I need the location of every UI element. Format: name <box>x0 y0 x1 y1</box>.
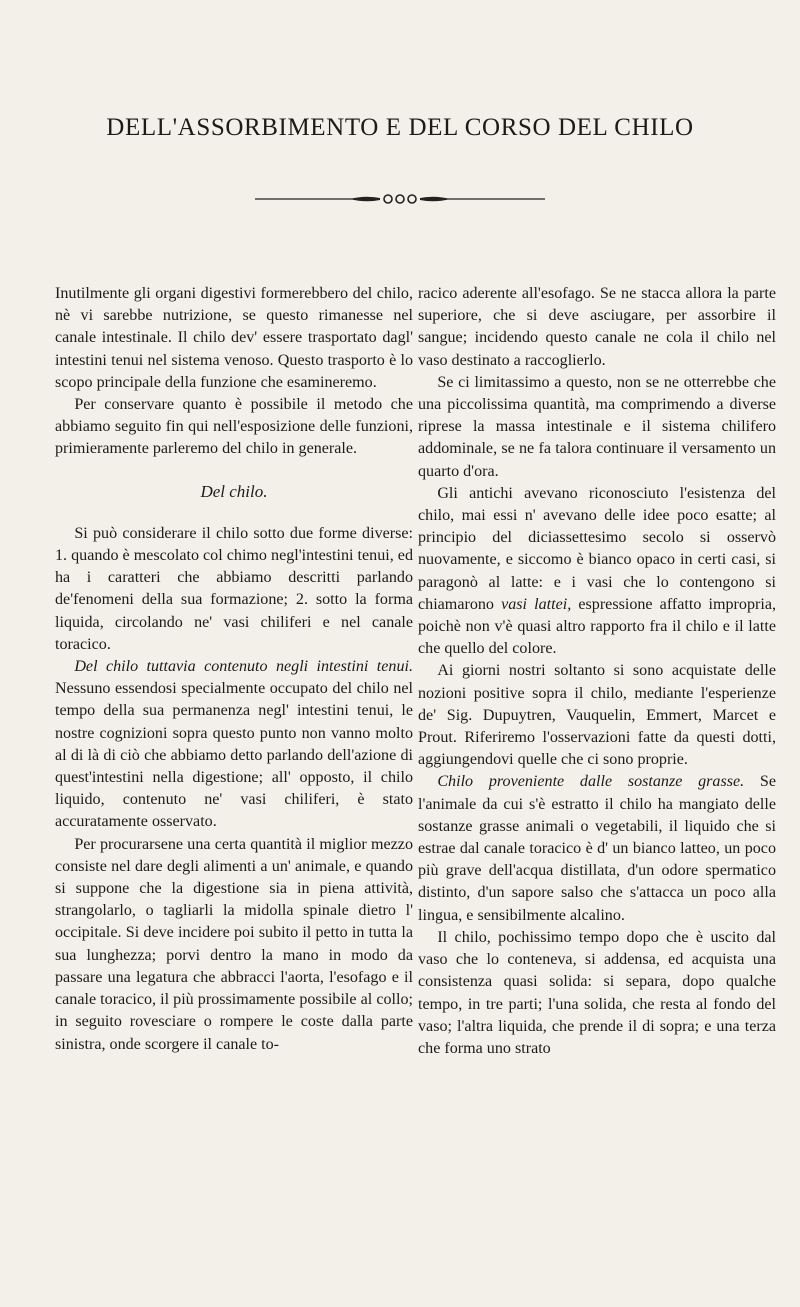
paragraph: Ai giorni nostri soltanto si sono acquistate delle nozioni positive sopra il chilo, mediante l'esperienze de' Sig. Dupuytren, Vauquelin, Emmert, Marcet e Prout. Riferiremo l'osservazioni fatte da questi dotti, aggiungendovi quelle che ci sono proprie. <box>418 662 776 769</box>
right-column <box>418 283 776 1060</box>
paragraph <box>55 656 413 834</box>
paragraph <box>418 483 776 661</box>
paragraph-text: espressione affatto impropria, poichè non v'è quasi altro rapporto fra il chilo e il latte che quello del colore. <box>418 595 776 658</box>
paragraph: Si può considerare il chilo sotto due forme diverse: 1. quando è mescolato col chimo negl'intestini tenui, ed ha i caratteri che abbiamo descritti parlando de'fenomeni della sua formazione; 2. sotto la forma liquida, circolando ne' vasi chiliferi e nel canale toracico. <box>55 524 413 653</box>
paragraph: Il chilo, pochissimo tempo dopo che è uscito dal vaso che lo conteneva, si addensa, ed acquista una consistenza quasi solida: si separa, dopo qualche tempo, in tre parti; l'una solida, che resta al fondo del vaso; l'altra liquida, che prende il di sopra; e una terza che forma uno strato <box>418 928 776 1057</box>
paragraph-text: Se l'animale da cui s'è estratto il chilo ha mangiato delle sostanze grasse animali o vegetabili, il liquido che si estrae dal canale toracico è d' un bianco latteo, un poco più grave dell'acqua distillata, d'un odore spermatico distinto, d'un sapore salso che s'attacca un poco alla lingua, e sensibilmente alcalino. <box>418 773 776 924</box>
paragraph: Inutilmente gli organi digestivi formerebbero del chilo, nè vi sarebbe nutrizione, se questo rimanesse nel canale intestinale. Il chilo dev' essere trasportato dagl' intestini tenui nel sistema venoso. Questo trasporto è lo scopo principale della funzione che esamineremo. <box>55 285 413 391</box>
italic-lead: Del chilo tuttavia contenuto negli intestini tenui. <box>74 658 413 676</box>
paragraph: Se ci limitassimo a questo, non se ne otterrebbe che una piccolissima quantità, ma comprimendo a diverse riprese la massa intestinale e il sistema chilifero addominale, se ne fa talora continuare il versamento un quarto d'ora. <box>418 373 776 480</box>
left-column <box>55 283 413 1056</box>
italic-lead: Chilo proveniente dalle sostanze grasse. <box>437 773 745 791</box>
paragraph <box>418 771 776 926</box>
section-heading: Del chilo. <box>200 481 268 501</box>
italic-term: vasi lattei, <box>501 595 572 613</box>
paragraph: Per procurarsene una certa quantità il miglior mezzo consiste nel dare degli alimenti a un' animale, e quando si suppone che la digestione sia in piena attività, strangolarlo, o tagliarli la midolla spinale dietro l' occipitale. Si deve incidere poi subito il petto in tutta la sua lunghezza; porvi dentro la mano in modo da passare una legatura che abbracci l'aorta, l'esofago e il canale toracico, il più prossimamente possibile al collo; in seguito rovesciare o rompere le coste dalla parte sinistra, onde scorgere il canale to- <box>55 835 413 1053</box>
paragraph: racico aderente all'esofago. Se ne stacca allora la parte superiore, che si deve asciugare, per assorbire il sangue; incidendo questo canale ne cola il chilo nel vaso destinato a raccoglierlo. <box>418 285 776 369</box>
page-title: DELL'ASSORBIMENTO E DEL CORSO DEL CHILO <box>106 114 694 141</box>
paragraph: Per conservare quanto è possibile il metodo che abbiamo seguito fin qui nell'esposizione delle funzioni, primieramente parleremo del chilo in generale. <box>55 396 413 458</box>
paragraph-text: Gli antichi avevano riconosciuto l'esistenza del chilo, mai essi n' avevano delle idee poco esatte; al principio del diciassettesimo secolo si osservò nuovamente, e siccomo è bianco opaco in certi casi, si paragonò al latte: e i vasi che lo contengono si chiamarono <box>418 484 776 613</box>
ornament-divider-icon <box>255 192 545 206</box>
paragraph-text: Nessuno essendosi specialmente occupato del chilo nel tempo della sua permanenza negl' intestini tenui, le nostre cognizioni sopra questo punto non vanno molto al di là di ciò che abbiamo detto parlando dell'azione di quest'intestini nella digestione; all' opposto, il chilo liquido, contenuto ne' vasi chiliferi, è stato accuratamente osservato. <box>55 680 413 831</box>
